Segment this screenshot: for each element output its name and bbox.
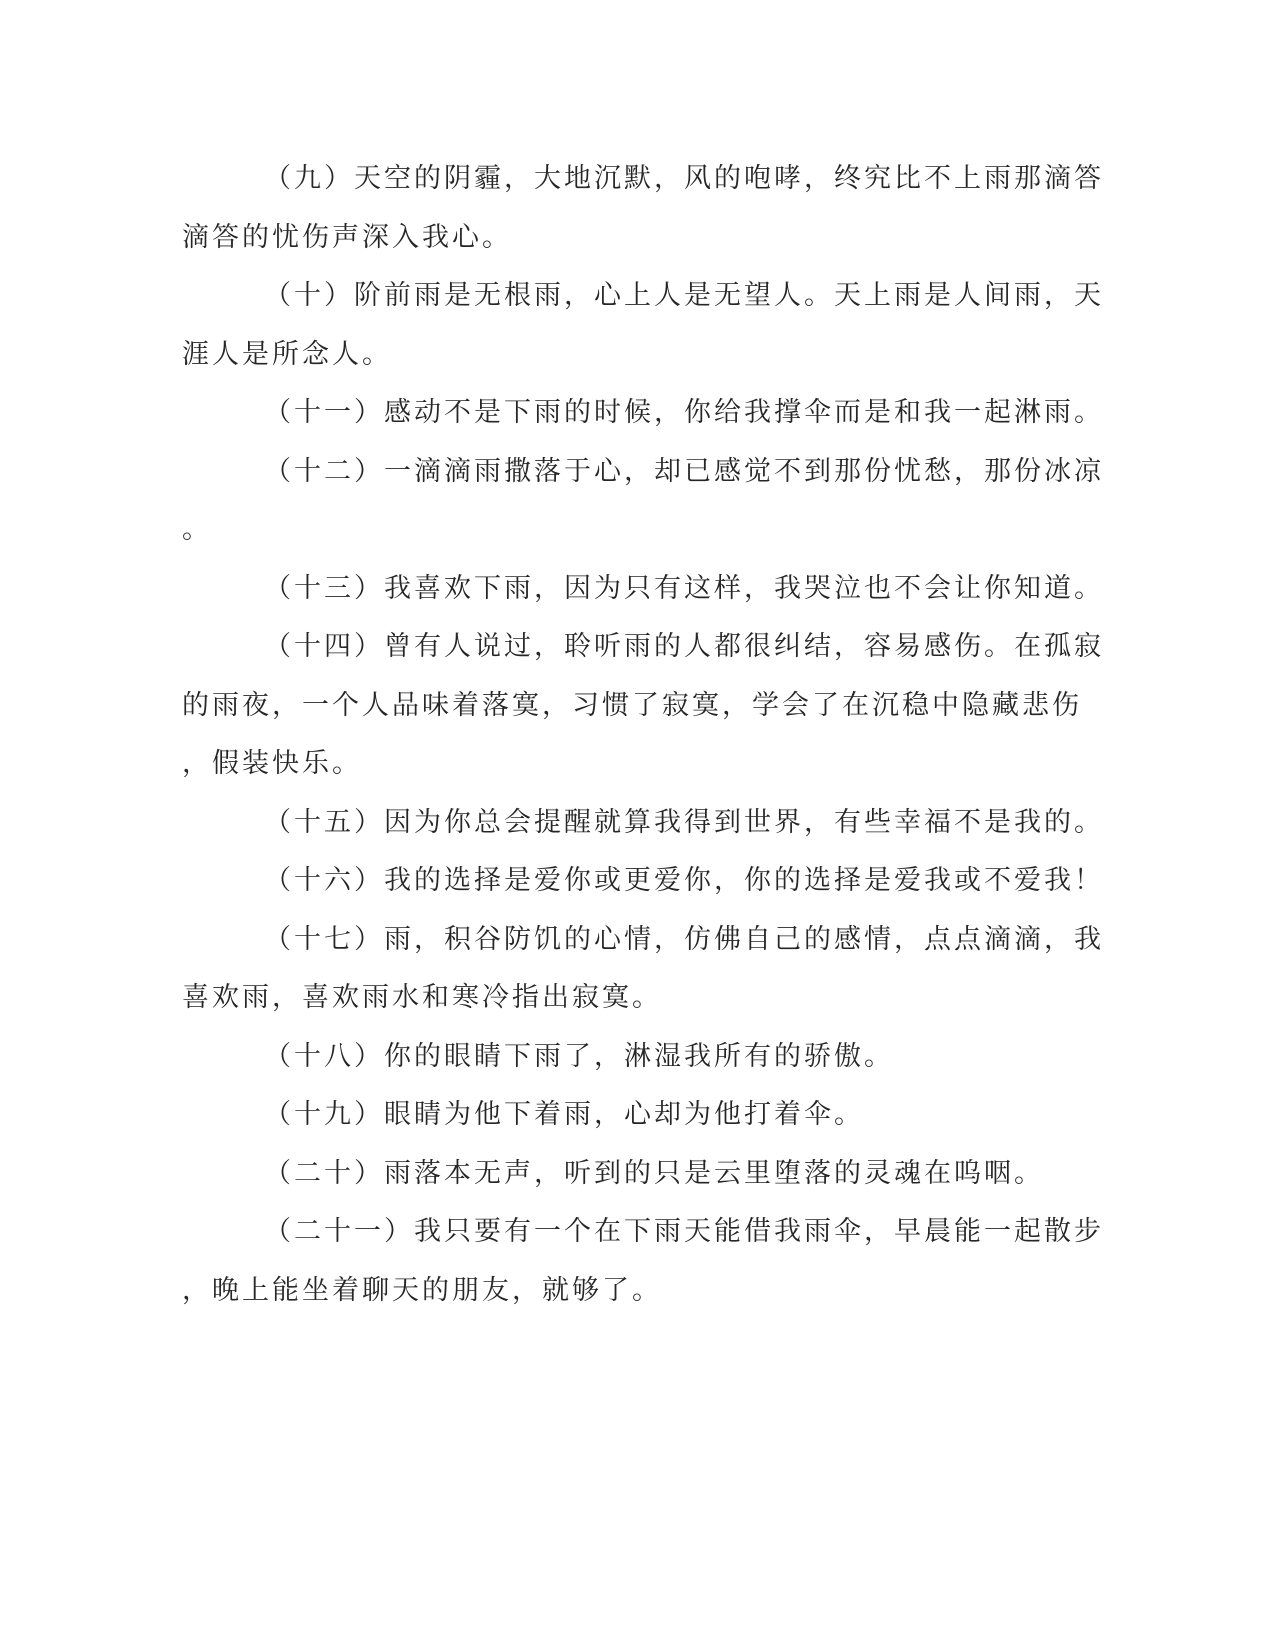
paragraph-17-line-2: 喜欢雨，喜欢雨水和寒冷指出寂寞。	[182, 982, 662, 1013]
document-body	[182, 150, 1104, 1320]
paragraph-14-line-2: 的雨夜，一个人品味着落寞，习惯了寂寞，学会了在沉稳中隐藏悲伤	[182, 689, 1082, 721]
paragraph-14-line-3: ，假装快乐。	[182, 748, 362, 779]
paragraph-10-line-2: 涯人是所念人。	[182, 338, 392, 370]
paragraph-9-line-2: 滴答的忧伤声深入我心。	[182, 221, 512, 253]
paragraph-18: （十八）你的眼睛下雨了，淋湿我所有的骄傲。	[264, 1040, 894, 1072]
paragraph-16: （十六）我的选择是爱你或更爱你，你的选择是爱我或不爱我！	[264, 865, 1104, 896]
paragraph-14-line-1: （十四）曾有人说过，聆听雨的人都很纠结，容易感伤。在孤寂	[264, 631, 1104, 662]
paragraph-21-line-1: （二十一）我只要有一个在下雨天能借我雨伞，早晨能一起散步	[264, 1216, 1104, 1247]
paragraph-12-line-2: 。	[182, 514, 212, 545]
paragraph-17-line-1: （十七）雨，积谷防饥的心情，仿佛自己的感情，点点滴滴，我	[264, 923, 1104, 955]
paragraph-20: （二十）雨落本无声，听到的只是云里堕落的灵魂在呜咽。	[264, 1157, 1044, 1189]
paragraph-15: （十五）因为你总会提醒就算我得到世界，有些幸福不是我的。	[264, 806, 1104, 838]
paragraph-19: （十九）眼睛为他下着雨，心却为他打着伞。	[264, 1099, 864, 1130]
paragraph-9-line-1: （九）天空的阴霾，大地沉默，风的咆哮，终究比不上雨那滴答	[264, 163, 1104, 194]
paragraph-13: （十三）我喜欢下雨，因为只有这样，我哭泣也不会让你知道。	[264, 572, 1104, 604]
paragraph-11: （十一）感动不是下雨的时候，你给我撑伞而是和我一起淋雨。	[264, 397, 1104, 428]
paragraph-12-line-1: （十二）一滴滴雨撒落于心，却已感觉不到那份忧愁，那份冰凉	[264, 455, 1104, 487]
paragraph-10-line-1: （十）阶前雨是无根雨，心上人是无望人。天上雨是人间雨，天	[264, 280, 1104, 311]
paragraph-21-line-2: ，晚上能坐着聊天的朋友，就够了。	[182, 1274, 662, 1306]
